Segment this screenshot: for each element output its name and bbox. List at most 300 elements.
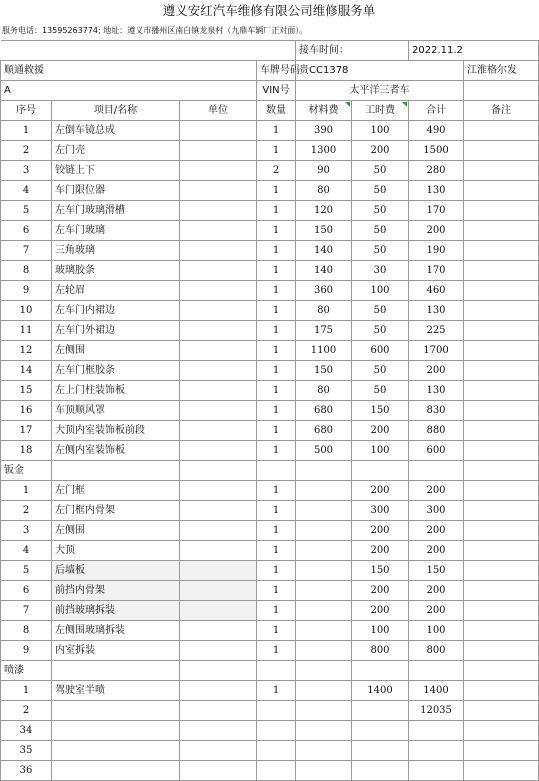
plate-label: 车牌号码: [257, 61, 296, 81]
table-row: [1, 481, 539, 501]
table-row: [1, 441, 539, 461]
empty-cell: [296, 701, 352, 721]
item-material-fee[interactable]: 680: [296, 401, 352, 421]
item-qty[interactable]: 1: [257, 141, 296, 161]
item-note[interactable]: [464, 281, 539, 301]
item-labor-fee[interactable]: 50: [352, 241, 409, 261]
row-number: 17: [1, 421, 52, 441]
item-unit[interactable]: [180, 241, 257, 261]
item-name[interactable]: 车门限位器: [52, 181, 180, 201]
item-total[interactable]: 170: [409, 261, 464, 281]
item-unit[interactable]: [180, 221, 257, 241]
item-labor-fee[interactable]: 800: [352, 641, 409, 661]
empty-cell: [257, 701, 296, 721]
item-total[interactable]: 100: [409, 621, 464, 641]
item-total[interactable]: 130: [409, 181, 464, 201]
item-unit[interactable]: [180, 121, 257, 141]
empty-cell: [52, 761, 180, 781]
item-unit[interactable]: [180, 501, 257, 521]
item-note[interactable]: [464, 381, 539, 401]
table-row: [1, 261, 539, 281]
item-labor-fee[interactable]: 50: [352, 301, 409, 321]
item-qty[interactable]: 2: [257, 161, 296, 181]
item-total[interactable]: 130: [409, 381, 464, 401]
row-number: 7: [1, 601, 52, 621]
item-material-fee[interactable]: [296, 681, 352, 701]
item-material-fee[interactable]: 390: [296, 121, 352, 141]
item-labor-fee[interactable]: 150: [352, 561, 409, 581]
item-note[interactable]: [464, 261, 539, 281]
item-note[interactable]: [464, 601, 539, 621]
item-name[interactable]: 后墙板: [52, 561, 180, 581]
col-header-item: 项目/名称: [52, 101, 180, 121]
empty-cell: [52, 661, 180, 681]
item-unit[interactable]: [180, 381, 257, 401]
item-name[interactable]: 前挡玻璃拆装: [52, 601, 180, 621]
empty-cell: [52, 701, 180, 721]
empty-cell: [352, 761, 409, 781]
item-unit[interactable]: [180, 421, 257, 441]
row-number: 15: [1, 381, 52, 401]
item-total[interactable]: 1700: [409, 341, 464, 361]
empty-cell: [180, 701, 257, 721]
row-number: 3: [1, 161, 52, 181]
empty-cell: [409, 721, 464, 741]
item-unit[interactable]: [180, 401, 257, 421]
table-row: [1, 121, 539, 141]
item-unit[interactable]: [180, 201, 257, 221]
table-row: [1, 501, 539, 521]
item-labor-fee[interactable]: 50: [352, 161, 409, 181]
item-note[interactable]: [464, 341, 539, 361]
item-qty[interactable]: 1: [257, 341, 296, 361]
item-note[interactable]: [464, 561, 539, 581]
col-header-no: 序号: [1, 101, 52, 121]
item-unit[interactable]: [180, 581, 257, 601]
table-row: [1, 141, 539, 161]
item-qty[interactable]: 1: [257, 361, 296, 381]
item-total[interactable]: 200: [409, 601, 464, 621]
item-material-fee[interactable]: 80: [296, 381, 352, 401]
item-name[interactable]: 大顶内室装饰板前段: [52, 421, 180, 441]
item-qty[interactable]: 1: [257, 281, 296, 301]
table-row: [1, 221, 539, 241]
item-material-fee[interactable]: [296, 561, 352, 581]
row-number: 6: [1, 581, 52, 601]
blank-row: [1, 721, 539, 741]
item-qty[interactable]: 1: [257, 481, 296, 501]
empty-cell: [464, 761, 539, 781]
table-row: [1, 361, 539, 381]
item-labor-fee[interactable]: 100: [352, 121, 409, 141]
item-material-fee[interactable]: 120: [296, 201, 352, 221]
item-material-fee[interactable]: [296, 641, 352, 661]
empty-cell: [180, 761, 257, 781]
item-material-fee[interactable]: 80: [296, 301, 352, 321]
table-row: [1, 621, 539, 641]
empty-cell: [409, 741, 464, 761]
customer-row: [1, 61, 539, 81]
table-row: [1, 681, 539, 701]
item-material-fee[interactable]: 360: [296, 281, 352, 301]
vin-label: VIN号: [257, 81, 296, 101]
item-qty[interactable]: 1: [257, 401, 296, 421]
item-total[interactable]: 190: [409, 241, 464, 261]
item-qty[interactable]: 1: [257, 561, 296, 581]
item-qty[interactable]: 1: [257, 501, 296, 521]
item-note[interactable]: [464, 581, 539, 601]
item-note[interactable]: [464, 441, 539, 461]
pickup-row: [1, 41, 539, 61]
row-number: 16: [1, 401, 52, 421]
empty-cell: [52, 741, 180, 761]
item-material-fee[interactable]: 140: [296, 241, 352, 261]
item-qty[interactable]: 1: [257, 301, 296, 321]
item-labor-fee[interactable]: 200: [352, 481, 409, 501]
item-name[interactable]: 大顶: [52, 541, 180, 561]
item-labor-fee[interactable]: 50: [352, 321, 409, 341]
item-total[interactable]: 200: [409, 521, 464, 541]
pickup-time-label: 接车时间：: [296, 41, 409, 61]
vin-value[interactable]: A: [1, 81, 257, 101]
item-total[interactable]: 600: [409, 441, 464, 461]
item-material-fee[interactable]: [296, 581, 352, 601]
item-unit[interactable]: [180, 321, 257, 341]
item-name[interactable]: 左车门外裙边: [52, 321, 180, 341]
empty-cell: [352, 721, 409, 741]
vehicle-brand[interactable]: 江淮格尔发: [464, 61, 539, 81]
customer-name[interactable]: 顺通救援: [1, 61, 257, 81]
row-number: 8: [1, 261, 52, 281]
table-row: [1, 521, 539, 541]
empty-cell: [257, 721, 296, 741]
item-labor-fee[interactable]: 100: [352, 621, 409, 641]
item-qty[interactable]: 1: [257, 641, 296, 661]
item-name[interactable]: 玻璃胶条: [52, 261, 180, 281]
col-header-unit: 单位: [180, 101, 257, 121]
empty-cell: [296, 721, 352, 741]
blank-row: [1, 741, 539, 761]
row-number: 12: [1, 341, 52, 361]
item-unit[interactable]: [180, 141, 257, 161]
item-labor-fee[interactable]: 1400: [352, 681, 409, 701]
empty-cell: [257, 461, 296, 481]
item-note[interactable]: [464, 421, 539, 441]
item-name[interactable]: 车顶顺风罩: [52, 401, 180, 421]
row-number: 36: [1, 761, 52, 781]
item-note[interactable]: [464, 141, 539, 161]
table-row: [1, 581, 539, 601]
item-labor-fee[interactable]: 200: [352, 521, 409, 541]
item-name[interactable]: 左侧围玻璃拆装: [52, 621, 180, 641]
item-qty[interactable]: 1: [257, 381, 296, 401]
item-unit[interactable]: [180, 281, 257, 301]
item-unit[interactable]: [180, 481, 257, 501]
item-qty[interactable]: 1: [257, 321, 296, 341]
item-material-fee[interactable]: 1300: [296, 141, 352, 161]
item-unit[interactable]: [180, 301, 257, 321]
item-qty[interactable]: 1: [257, 521, 296, 541]
item-labor-fee[interactable]: 50: [352, 381, 409, 401]
row-number: 1: [1, 121, 52, 141]
item-total[interactable]: 200: [409, 481, 464, 501]
item-total[interactable]: 225: [409, 321, 464, 341]
item-name[interactable]: 左倒车镜总成: [52, 121, 180, 141]
item-name[interactable]: 左车门内裙边: [52, 301, 180, 321]
row-number: 4: [1, 541, 52, 561]
grand-total[interactable]: 12035: [409, 701, 464, 721]
item-name[interactable]: 左门框内骨架: [52, 501, 180, 521]
row-number: 1: [1, 481, 52, 501]
item-note[interactable]: [464, 301, 539, 321]
row-number: 4: [1, 181, 52, 201]
item-total[interactable]: 200: [409, 221, 464, 241]
section-header-row: [1, 661, 539, 681]
item-total[interactable]: 830: [409, 401, 464, 421]
item-unit[interactable]: [180, 541, 257, 561]
plate-number[interactable]: 贵CC1378: [296, 61, 464, 81]
item-note[interactable]: [464, 481, 539, 501]
item-total[interactable]: 200: [409, 541, 464, 561]
item-note[interactable]: [464, 121, 539, 141]
item-labor-fee[interactable]: 100: [352, 441, 409, 461]
row-number: 1: [1, 681, 52, 701]
item-note[interactable]: [464, 241, 539, 261]
item-total[interactable]: 880: [409, 421, 464, 441]
item-labor-fee[interactable]: 200: [352, 141, 409, 161]
item-qty[interactable]: 1: [257, 121, 296, 141]
empty-cell: [52, 461, 180, 481]
empty-cell: [352, 701, 409, 721]
section-label: 喷漆: [1, 661, 52, 681]
item-material-fee[interactable]: [296, 621, 352, 641]
item-qty[interactable]: 1: [257, 581, 296, 601]
col-header-labor: 工时费: [352, 101, 409, 121]
item-name[interactable]: 前挡内骨架: [52, 581, 180, 601]
service-table: [0, 40, 539, 781]
row-number: 3: [1, 521, 52, 541]
item-note[interactable]: [464, 501, 539, 521]
item-unit[interactable]: [180, 681, 257, 701]
item-material-fee[interactable]: 90: [296, 161, 352, 181]
item-total[interactable]: 170: [409, 201, 464, 221]
empty-cell: [257, 661, 296, 681]
item-total[interactable]: 460: [409, 281, 464, 301]
row-number: 5: [1, 201, 52, 221]
item-material-fee[interactable]: 175: [296, 321, 352, 341]
item-labor-fee[interactable]: 150: [352, 401, 409, 421]
item-note[interactable]: [464, 681, 539, 701]
item-qty[interactable]: 1: [257, 621, 296, 641]
item-note[interactable]: [464, 201, 539, 221]
table-row: [1, 241, 539, 261]
item-qty[interactable]: 1: [257, 541, 296, 561]
row-number: 5: [1, 561, 52, 581]
item-material-fee[interactable]: [296, 481, 352, 501]
table-row: [1, 641, 539, 661]
item-qty[interactable]: 1: [257, 201, 296, 221]
row-number: 9: [1, 281, 52, 301]
item-name[interactable]: 铰链上下: [52, 161, 180, 181]
item-name[interactable]: 左侧围: [52, 521, 180, 541]
empty-cell: [352, 461, 409, 481]
item-material-fee[interactable]: 150: [296, 361, 352, 381]
item-total[interactable]: 130: [409, 301, 464, 321]
empty-cell: [180, 661, 257, 681]
item-unit[interactable]: [180, 161, 257, 181]
item-name[interactable]: 左轮眉: [52, 281, 180, 301]
item-material-fee[interactable]: [296, 601, 352, 621]
item-unit[interactable]: [180, 181, 257, 201]
item-qty[interactable]: 1: [257, 241, 296, 261]
item-unit[interactable]: [180, 361, 257, 381]
item-material-fee[interactable]: [296, 521, 352, 541]
row-number: 8: [1, 621, 52, 641]
row-number: 9: [1, 641, 52, 661]
item-note[interactable]: [464, 401, 539, 421]
item-qty[interactable]: 1: [257, 681, 296, 701]
item-name[interactable]: 左车门玻璃: [52, 221, 180, 241]
table-row: [1, 601, 539, 621]
item-unit[interactable]: [180, 621, 257, 641]
row-number: 14: [1, 361, 52, 381]
col-header-total: 合计: [409, 101, 464, 121]
item-material-fee[interactable]: 1100: [296, 341, 352, 361]
item-unit[interactable]: [180, 601, 257, 621]
item-material-fee[interactable]: [296, 541, 352, 561]
summary-row: [1, 701, 539, 721]
item-name[interactable]: 左上门柱装饰板: [52, 381, 180, 401]
empty-cell: [464, 721, 539, 741]
row-number: 6: [1, 221, 52, 241]
item-note[interactable]: [464, 321, 539, 341]
item-total[interactable]: 490: [409, 121, 464, 141]
item-name[interactable]: 驾驶室半喷: [52, 681, 180, 701]
item-unit[interactable]: [180, 561, 257, 581]
empty-cell: [180, 461, 257, 481]
item-note[interactable]: [464, 361, 539, 381]
item-labor-fee[interactable]: 200: [352, 581, 409, 601]
table-row: [1, 301, 539, 321]
blank-row: [1, 761, 539, 781]
item-labor-fee[interactable]: 200: [352, 541, 409, 561]
item-note[interactable]: [464, 541, 539, 561]
empty-cell: [257, 741, 296, 761]
item-material-fee[interactable]: 150: [296, 221, 352, 241]
empty-cell: [52, 721, 180, 741]
item-labor-fee[interactable]: 200: [352, 421, 409, 441]
item-total[interactable]: 1400: [409, 681, 464, 701]
item-unit[interactable]: [180, 341, 257, 361]
row-number: 10: [1, 301, 52, 321]
table-row: [1, 321, 539, 341]
item-labor-fee[interactable]: 50: [352, 201, 409, 221]
empty-cell: [464, 461, 539, 481]
item-unit[interactable]: [180, 261, 257, 281]
item-name[interactable]: 三角玻璃: [52, 241, 180, 261]
item-note[interactable]: [464, 161, 539, 181]
item-qty[interactable]: 1: [257, 261, 296, 281]
item-qty[interactable]: 1: [257, 221, 296, 241]
item-labor-fee[interactable]: 50: [352, 361, 409, 381]
item-name[interactable]: 左车门玻璃滑槽: [52, 201, 180, 221]
section-header-row: [1, 461, 539, 481]
empty-cell: [464, 661, 539, 681]
item-note[interactable]: [464, 181, 539, 201]
item-total[interactable]: 800: [409, 641, 464, 661]
item-material-fee[interactable]: 500: [296, 441, 352, 461]
empty-cell: [296, 741, 352, 761]
empty-cell: [180, 721, 257, 741]
item-qty[interactable]: 1: [257, 441, 296, 461]
item-total[interactable]: 200: [409, 581, 464, 601]
item-labor-fee[interactable]: 50: [352, 221, 409, 241]
item-material-fee[interactable]: 80: [296, 181, 352, 201]
item-unit[interactable]: [180, 521, 257, 541]
item-material-fee[interactable]: 140: [296, 261, 352, 281]
empty-cell: [180, 741, 257, 761]
row-number: 34: [1, 721, 52, 741]
item-note[interactable]: [464, 221, 539, 241]
table-row: [1, 421, 539, 441]
item-name[interactable]: 内室拆装: [52, 641, 180, 661]
vehicle-model[interactable]: 太平洋三者车: [296, 81, 464, 101]
order-date[interactable]: 2022.11.2: [409, 41, 539, 61]
item-qty[interactable]: 1: [257, 601, 296, 621]
table-row: [1, 541, 539, 561]
item-name[interactable]: 左车门框胶条: [52, 361, 180, 381]
table-row: [1, 281, 539, 301]
empty-cell: [409, 661, 464, 681]
table-row: [1, 401, 539, 421]
vin-row: [1, 81, 539, 101]
item-qty[interactable]: 1: [257, 181, 296, 201]
item-name[interactable]: 左侧围: [52, 341, 180, 361]
item-unit[interactable]: [180, 441, 257, 461]
item-name[interactable]: 左门框: [52, 481, 180, 501]
item-unit[interactable]: [180, 641, 257, 661]
item-labor-fee[interactable]: 100: [352, 281, 409, 301]
section-label: 钣金: [1, 461, 52, 481]
row-number: 2: [1, 701, 52, 721]
item-total[interactable]: 1500: [409, 141, 464, 161]
item-note[interactable]: [464, 641, 539, 661]
item-total[interactable]: 200: [409, 361, 464, 381]
item-note[interactable]: [464, 521, 539, 541]
item-labor-fee[interactable]: 30: [352, 261, 409, 281]
item-qty[interactable]: 1: [257, 421, 296, 441]
item-material-fee[interactable]: [296, 501, 352, 521]
item-total[interactable]: 300: [409, 501, 464, 521]
item-total[interactable]: 150: [409, 561, 464, 581]
item-name[interactable]: 左门壳: [52, 141, 180, 161]
item-labor-fee[interactable]: 200: [352, 601, 409, 621]
contact-line: 服务电话：13595263774; 地址：遵义市播州区南白镇龙泉村（九鼎车辆厂正对面）。: [2, 26, 308, 35]
item-labor-fee[interactable]: 50: [352, 181, 409, 201]
row-number: 2: [1, 141, 52, 161]
item-total[interactable]: 280: [409, 161, 464, 181]
empty-cell: [352, 741, 409, 761]
table-row: [1, 381, 539, 401]
table-row: [1, 161, 539, 181]
item-note[interactable]: [464, 621, 539, 641]
item-labor-fee[interactable]: 600: [352, 341, 409, 361]
item-name[interactable]: 左侧内室装饰板: [52, 441, 180, 461]
item-labor-fee[interactable]: 300: [352, 501, 409, 521]
empty-cell: [296, 461, 352, 481]
item-material-fee[interactable]: 680: [296, 421, 352, 441]
column-header-row: [1, 101, 539, 121]
